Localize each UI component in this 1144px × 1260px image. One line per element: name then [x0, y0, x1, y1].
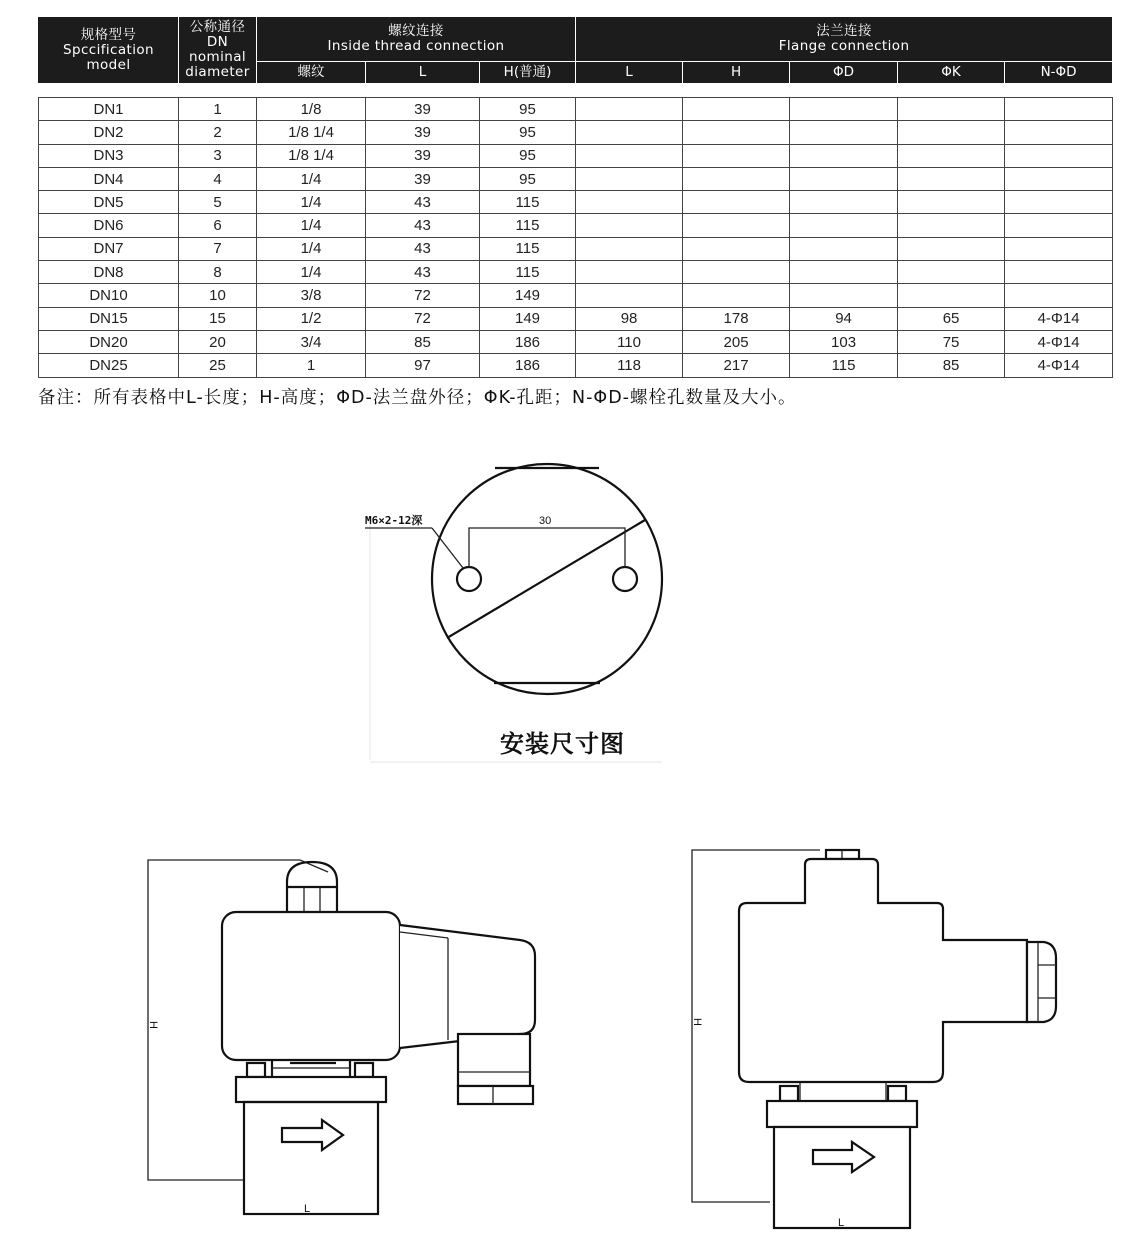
table-cell: 4-Φ14 — [1005, 330, 1113, 353]
valve-right-drawing — [691, 850, 1056, 1229]
valve-right-h-label: H — [691, 1018, 703, 1026]
table-cell: 3/8 — [257, 284, 366, 307]
table-cell: 43 — [366, 261, 480, 284]
table-cell: 85 — [898, 354, 1005, 377]
table-cell: DN2 — [39, 121, 179, 144]
valve-left-connector-plug — [458, 1034, 530, 1086]
header-flange-en: Flange connection — [778, 38, 910, 54]
table-cell: 95 — [480, 98, 576, 121]
valve-right-l-label: L — [838, 1217, 845, 1229]
table-cell: DN4 — [39, 167, 179, 190]
table-cell: 97 — [366, 354, 480, 377]
valve-left-flange — [236, 1077, 386, 1102]
table-cell: 1/4 — [257, 261, 366, 284]
table-cell: 6 — [179, 214, 257, 237]
table-cell: 72 — [366, 284, 480, 307]
table-cell: 1/2 — [257, 307, 366, 330]
header-dn-en-3: diameter — [185, 64, 250, 80]
header-sub-flange-l: L — [576, 62, 683, 84]
table-cell: 65 — [898, 307, 1005, 330]
table-cell: 205 — [683, 330, 790, 353]
table-cell: DN3 — [39, 144, 179, 167]
header-flange-zh: 法兰连接 — [816, 23, 872, 39]
table-cell: 7 — [179, 237, 257, 260]
table-cell: 39 — [366, 121, 480, 144]
header-thread-en: Inside thread connection — [327, 38, 505, 54]
valve-right-coil — [739, 859, 1027, 1082]
table-cell: 95 — [480, 167, 576, 190]
table-remark: 备注：所有表格中L-长度；H-高度；ΦD-法兰盘外径；ΦK-孔距；N-ΦD-螺栓孔数量及大小。 — [38, 388, 797, 408]
header-spec-en-2: model — [86, 56, 131, 73]
table-cell: 43 — [366, 191, 480, 214]
table-cell: 149 — [480, 307, 576, 330]
header-sub-flange-k: ΦK — [898, 62, 1005, 84]
header-dn-en-1: DN — [206, 34, 229, 50]
table-cell: DN6 — [39, 214, 179, 237]
valve-left-drawing — [147, 860, 535, 1215]
header-dn-zh: 公称通径 — [189, 19, 246, 35]
table-cell: 186 — [480, 354, 576, 377]
valve-left-h-label: H — [147, 1021, 159, 1029]
dimension-30-label: 30 — [539, 515, 552, 527]
valve-right-flange — [767, 1101, 917, 1127]
table-cell: DN25 — [39, 354, 179, 377]
valve-left-l-label: L — [304, 1203, 311, 1215]
valve-left-flow-arrow — [282, 1120, 343, 1150]
table-cell: 39 — [366, 98, 480, 121]
table-cell: 1/4 — [257, 237, 366, 260]
table-cell: 4-Φ14 — [1005, 354, 1113, 377]
valve-right-side-gland — [1027, 942, 1056, 1022]
table-cell: 10 — [179, 284, 257, 307]
header-sub-flange-nd: N-ΦD — [1005, 62, 1113, 84]
header-thread-zh: 螺纹连接 — [388, 23, 444, 39]
header-sub-thread-h: H(普通) — [480, 62, 576, 84]
table-cell: 1/4 — [257, 191, 366, 214]
valve-right-bolt-right — [888, 1086, 906, 1101]
table-cell: 39 — [366, 144, 480, 167]
valve-left-connector — [400, 925, 535, 1048]
table-cell: 178 — [683, 307, 790, 330]
table-cell: DN7 — [39, 237, 179, 260]
valve-left-bolt-left — [247, 1063, 265, 1077]
table-cell: DN5 — [39, 191, 179, 214]
table-cell: 1 — [257, 354, 366, 377]
table-cell: 75 — [898, 330, 1005, 353]
table-cell: 8 — [179, 261, 257, 284]
table-cell: 39 — [366, 167, 480, 190]
header-sub-flange-h: H — [683, 62, 790, 84]
header-spec-zh: 规格型号 — [80, 26, 137, 43]
table-cell: 115 — [480, 237, 576, 260]
bolt-hole-left — [457, 567, 481, 591]
table-cell: 1/4 — [257, 214, 366, 237]
header-sub-thread: 螺纹 — [257, 62, 366, 84]
table-cell: 94 — [790, 307, 898, 330]
table-cell: 1 — [179, 98, 257, 121]
table-cell: 43 — [366, 237, 480, 260]
table-cell: 110 — [576, 330, 683, 353]
valve-right-bolt-left — [780, 1086, 798, 1101]
table-cell: 25 — [179, 354, 257, 377]
table-cell: 115 — [480, 261, 576, 284]
valve-left-bolt-right — [355, 1063, 373, 1077]
table-cell: 72 — [366, 307, 480, 330]
callout-text: M6×2-12深 — [365, 514, 423, 527]
table-cell: 85 — [366, 330, 480, 353]
table-cell: 1/8 1/4 — [257, 144, 366, 167]
table-cell: 217 — [683, 354, 790, 377]
table-cell: 20 — [179, 330, 257, 353]
header-spec-en-1: Spccification — [63, 41, 154, 58]
table-cell: 115 — [480, 214, 576, 237]
table-cell: 3 — [179, 144, 257, 167]
table-cell: 4-Φ14 — [1005, 307, 1113, 330]
table-cell: DN1 — [39, 98, 179, 121]
header-dn-en-2: nominal — [188, 49, 247, 65]
table-cell: 118 — [576, 354, 683, 377]
valve-left-coil — [222, 912, 400, 1060]
valve-left-body — [244, 1102, 378, 1214]
header-sub-flange-d: ΦD — [790, 62, 898, 84]
table-cell: 95 — [480, 144, 576, 167]
table-cell: DN15 — [39, 307, 179, 330]
table-cell: DN10 — [39, 284, 179, 307]
table-cell: 1/8 1/4 — [257, 121, 366, 144]
table-cell: 95 — [480, 121, 576, 144]
table-cell: 186 — [480, 330, 576, 353]
table-cell: 43 — [366, 214, 480, 237]
install-diagram — [365, 464, 662, 694]
table-cell: 115 — [480, 191, 576, 214]
table-cell: 1/8 — [257, 98, 366, 121]
table-cell: 3/4 — [257, 330, 366, 353]
diagonal-line — [447, 520, 645, 638]
table-cell: 15 — [179, 307, 257, 330]
bolt-hole-right — [613, 567, 637, 591]
table-cell: 103 — [790, 330, 898, 353]
table-cell: DN8 — [39, 261, 179, 284]
valve-right-body — [774, 1127, 910, 1228]
table-cell: 115 — [790, 354, 898, 377]
table-cell: 98 — [576, 307, 683, 330]
header-sub-thread-l: L — [366, 62, 480, 84]
install-diagram-caption: 安装尺寸图 — [500, 730, 625, 758]
table-cell: 2 — [179, 121, 257, 144]
table-cell: 5 — [179, 191, 257, 214]
table-cell: 1/4 — [257, 167, 366, 190]
table-cell: DN20 — [39, 330, 179, 353]
table-cell: 4 — [179, 167, 257, 190]
dimension-line-30 — [469, 528, 625, 567]
table-cell: 149 — [480, 284, 576, 307]
